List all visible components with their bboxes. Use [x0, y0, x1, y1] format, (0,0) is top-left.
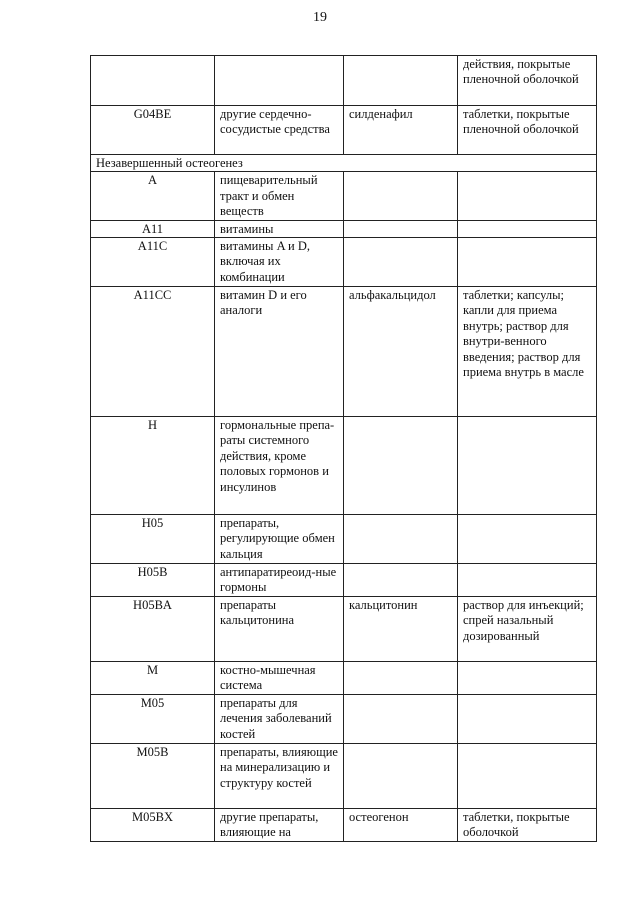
atc-code-cell: H05BA — [91, 597, 215, 662]
group-cell: препараты для лечения заболеваний костей — [215, 695, 344, 744]
atc-code-cell: H05 — [91, 515, 215, 564]
form-cell — [458, 662, 597, 695]
drug-table-body — [91, 56, 597, 842]
group-cell: препараты кальцитонина — [215, 597, 344, 662]
atc-code-cell: G04BE — [91, 106, 215, 155]
group-cell: препараты, регулирующие обмен кальция — [215, 515, 344, 564]
table-row — [91, 662, 597, 695]
form-cell — [458, 744, 597, 809]
form-cell: таблетки, покрытые оболочкой — [458, 809, 597, 842]
substance-cell — [344, 238, 458, 287]
atc-code-cell: M05B — [91, 744, 215, 809]
group-cell: другие препараты, влияющие на — [215, 809, 344, 842]
table-row — [91, 564, 597, 597]
form-cell — [458, 417, 597, 515]
table-row — [91, 238, 597, 287]
atc-code-cell: H — [91, 417, 215, 515]
form-cell — [458, 220, 597, 237]
atc-code-cell: A — [91, 172, 215, 220]
group-cell: гормональные препа-раты системного действия, кроме половых гормонов и инсулинов — [215, 417, 344, 515]
group-cell: витамины A и D, включая их комбинации — [215, 238, 344, 287]
form-cell — [458, 695, 597, 744]
group-cell — [215, 56, 344, 106]
section-title: Незавершенный остеогенез — [91, 155, 597, 172]
atc-code-cell: H05B — [91, 564, 215, 597]
substance-cell: кальцитонин — [344, 597, 458, 662]
form-cell — [458, 172, 597, 220]
atc-code-cell: A11C — [91, 238, 215, 287]
table-row — [91, 417, 597, 515]
substance-cell — [344, 172, 458, 220]
substance-cell — [344, 515, 458, 564]
form-cell — [458, 515, 597, 564]
atc-code-cell: A11 — [91, 220, 215, 237]
table-row — [91, 597, 597, 662]
page-number: 19 — [313, 10, 327, 25]
table-row — [91, 515, 597, 564]
table-row — [91, 809, 597, 842]
table-row — [91, 220, 597, 237]
table-row — [91, 56, 597, 106]
section-header-row — [91, 155, 597, 172]
table-row — [91, 744, 597, 809]
substance-cell — [344, 695, 458, 744]
atc-code-cell: M — [91, 662, 215, 695]
atc-code-cell: M05BX — [91, 809, 215, 842]
form-cell: таблетки, покрытые пленочной оболочкой — [458, 106, 597, 155]
atc-code-cell — [91, 56, 215, 106]
group-cell: пищеварительный тракт и обмен веществ — [215, 172, 344, 220]
atc-code-cell: A11CC — [91, 287, 215, 417]
table-row — [91, 287, 597, 417]
atc-code-cell: M05 — [91, 695, 215, 744]
group-cell: витамины — [215, 220, 344, 237]
group-cell: антипаратиреоид-ные гормоны — [215, 564, 344, 597]
form-cell: действия, покрытые пленочной оболочкой — [458, 56, 597, 106]
group-cell: другие сердечно-сосудистые средства — [215, 106, 344, 155]
group-cell: витамин D и его аналоги — [215, 287, 344, 417]
substance-cell — [344, 662, 458, 695]
substance-cell — [344, 417, 458, 515]
substance-cell: остеогенон — [344, 809, 458, 842]
group-cell: препараты, влияющие на минерализацию и структуру костей — [215, 744, 344, 809]
table-row — [91, 106, 597, 155]
drug-table — [90, 55, 597, 842]
form-cell: таблетки; капсулы; капли для приема внутрь; раствор для внутри-венного введения; раствор для приема внутрь в масле — [458, 287, 597, 417]
substance-cell — [344, 744, 458, 809]
substance-cell: силденафил — [344, 106, 458, 155]
form-cell: раствор для инъекций; спрей назальный дозированный — [458, 597, 597, 662]
table-row — [91, 172, 597, 220]
substance-cell — [344, 56, 458, 106]
group-cell: костно-мышечная система — [215, 662, 344, 695]
substance-cell — [344, 564, 458, 597]
substance-cell — [344, 220, 458, 237]
substance-cell: альфакальцидол — [344, 287, 458, 417]
form-cell — [458, 238, 597, 287]
table-row — [91, 695, 597, 744]
form-cell — [458, 564, 597, 597]
